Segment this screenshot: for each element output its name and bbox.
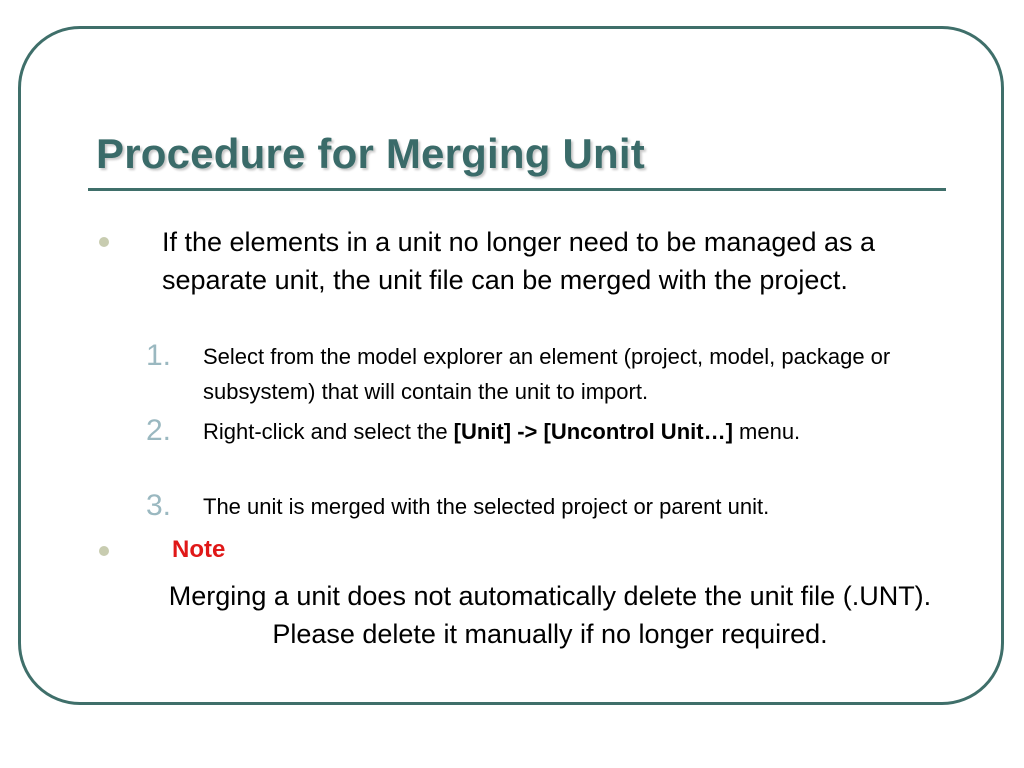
bullet-dot-icon <box>99 237 109 247</box>
bullet-dot-icon <box>99 546 109 556</box>
title-divider <box>88 188 946 191</box>
step-text-3: The unit is merged with the selected project or parent unit. <box>203 494 770 519</box>
step-number-1: 1. <box>146 339 172 372</box>
note-text: Merging a unit does not automatically delete the unit file (.UNT). Please delete it manually if no longer required. <box>168 581 932 649</box>
step-2-text-after: menu. <box>732 419 801 444</box>
step-text-1: Select from the model explorer an element (project, model, package or subsystem) that will contain the unit to import. <box>203 344 891 404</box>
intro-paragraph: If the elements in a unit no longer need to be managed as a separate unit, the unit file can be merged with the project. <box>162 227 875 295</box>
step-2-menu-path: [Unit] -> [Uncontrol Unit…] <box>453 419 733 444</box>
step-number-2: 2. <box>146 414 172 447</box>
slide-title: Procedure for Merging Unit <box>96 130 645 177</box>
step-number-3: 3. <box>146 489 172 522</box>
step-2-text-before: Right-click and select the <box>203 419 454 444</box>
step-text-2 <box>203 414 943 449</box>
note-label: Note <box>172 536 226 563</box>
